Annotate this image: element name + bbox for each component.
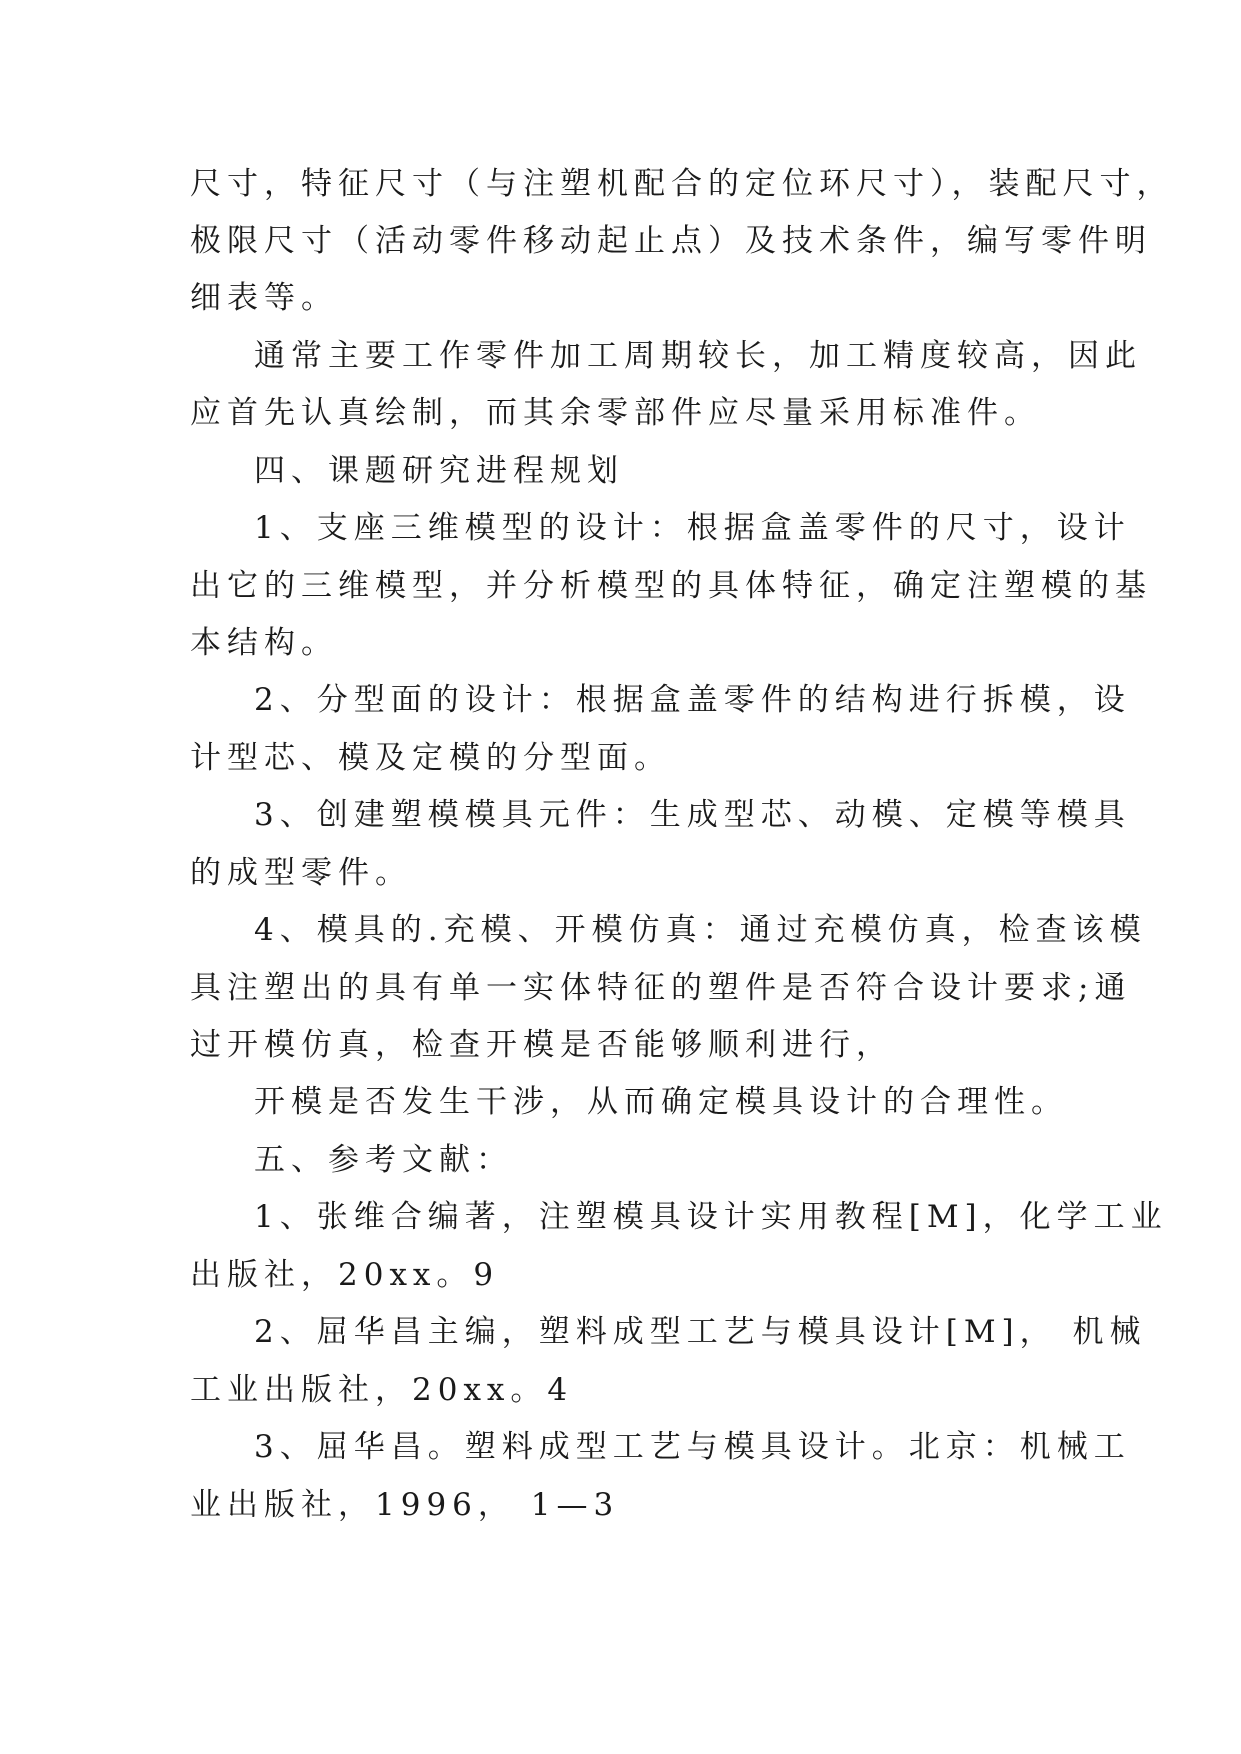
text-line: 工业出版社，20xx。4: [190, 1372, 574, 1408]
text-line: 本结构。: [190, 625, 338, 661]
reference-item: 3、屈华昌。塑料成型工艺与模具设计。北京：机械工: [254, 1429, 1131, 1465]
text-line: 细表等。: [190, 280, 338, 316]
paragraph-line: 通常主要工作零件加工周期较长，加工精度较高，因此: [254, 338, 1142, 374]
paragraph-line: 开模是否发生干涉，从而确定模具设计的合理性。: [254, 1084, 1068, 1120]
text-line: 业出版社，1996， 1—3: [190, 1487, 620, 1523]
text-line: 的成型零件。: [190, 855, 412, 891]
text-line: 应首先认真绘制，而其余零部件应尽量采用标准件。: [190, 395, 1041, 431]
reference-item: 1、张维合编著，注塑模具设计实用教程[M]，化学工业: [254, 1199, 1168, 1235]
text-line: 极限尺寸（活动零件移动起止点）及技术条件，编写零件明: [190, 223, 1152, 259]
text-line: 具注塑出的具有单一实体特征的塑件是否符合设计要求;通: [190, 970, 1132, 1006]
section-heading: 四、课题研究进程规划: [254, 453, 624, 489]
section-heading: 五、参考文献：: [254, 1142, 513, 1178]
list-item: 1、支座三维模型的设计：根据盒盖零件的尺寸，设计: [254, 510, 1131, 546]
list-item: 2、分型面的设计：根据盒盖零件的结构进行拆模，设: [254, 682, 1131, 718]
text-line: 出它的三维模型，并分析模型的具体特征，确定注塑模的基: [190, 568, 1152, 604]
reference-item: 2、屈华昌主编，塑料成型工艺与模具设计[M]， 机械: [254, 1314, 1147, 1350]
text-line: 尺寸，特征尺寸（与注塑机配合的定位环尺寸），装配尺寸，: [190, 166, 1174, 202]
text-line: 计型芯、模及定模的分型面。: [190, 740, 671, 776]
list-item: 3、创建塑模模具元件：生成型芯、动模、定模等模具: [254, 797, 1131, 833]
text-line: 过开模仿真，检查开模是否能够顺利进行，: [190, 1027, 893, 1063]
text-line: 出版社，20xx。9: [190, 1257, 500, 1293]
list-item: 4、模具的.充模、开模仿真：通过充模仿真，检查该模: [254, 912, 1147, 948]
